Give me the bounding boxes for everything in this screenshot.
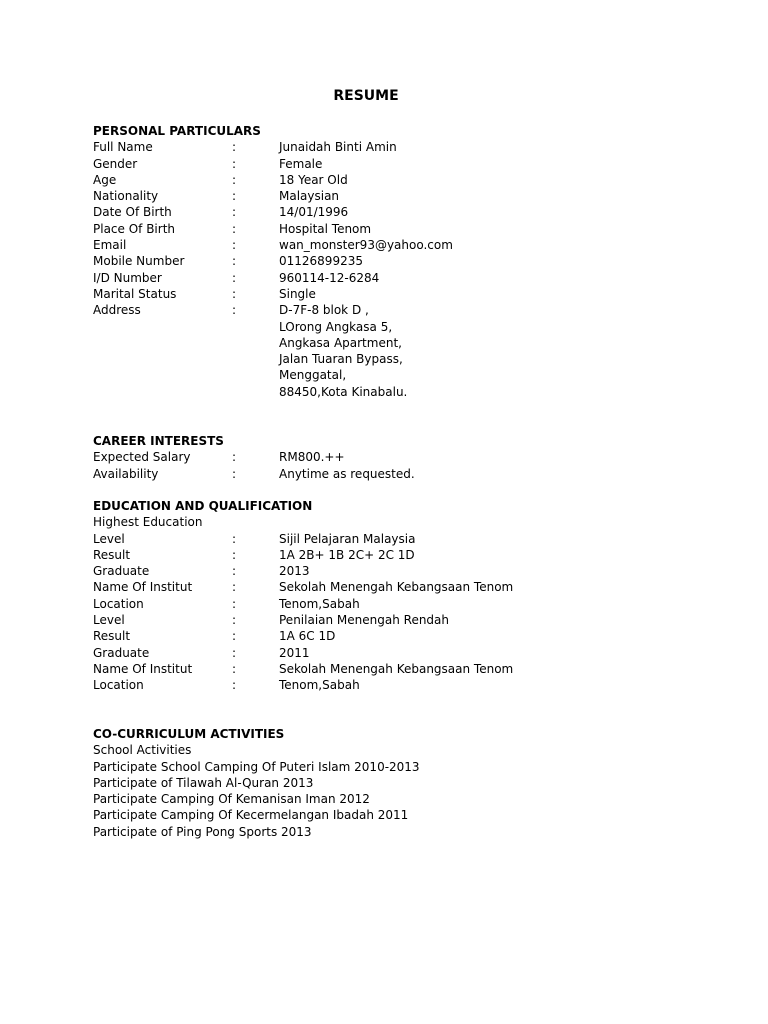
field-label: Date Of Birth [93,205,172,220]
field-row [93,188,733,204]
section-heading: EDUCATION AND QUALIFICATION [93,499,313,513]
field-value: Female [279,156,323,171]
section-subheading: School Activities [93,743,192,758]
personal-particulars-section [93,123,733,400]
field-row [93,596,733,612]
field-value: Hospital Tenom [279,221,372,236]
field-label: Location [93,678,144,693]
field-label: Address [93,303,141,318]
field-separator: : [232,189,237,204]
field-label: Nationality [93,189,159,204]
section-heading: CAREER INTERESTS [93,434,224,448]
field-separator: : [232,678,237,693]
field-value: Anytime as requested. [279,466,415,481]
field-separator: : [232,645,237,660]
field-value: Single [279,286,316,301]
field-row [93,612,733,628]
field-row [93,286,733,302]
field-row [93,531,733,547]
activity-item: Participate of Ping Pong Sports 2013 [93,824,312,839]
activity-item: Participate Camping Of Kemanisan Iman 2012 [93,792,370,807]
field-value: 14/01/1996 [279,205,349,220]
career-rows [93,449,733,482]
field-separator: : [232,613,237,628]
field-row [93,237,733,253]
field-separator: : [232,580,237,595]
career-interests-section [93,433,733,482]
field-value: Sijil Pelajaran Malaysia [279,531,416,546]
field-separator: : [232,629,237,644]
field-label: Location [93,596,144,611]
education-section [93,498,733,694]
section-subheading: Highest Education [93,515,203,530]
field-separator: : [232,270,237,285]
field-row [93,547,733,563]
field-value: 01126899235 [279,254,363,269]
field-row [93,628,733,644]
field-value: Tenom,Sabah [279,678,360,693]
field-label: Full Name [93,140,153,155]
field-label: I/D Number [93,270,162,285]
field-row [93,579,733,595]
section-heading: PERSONAL PARTICULARS [93,124,261,138]
field-separator: : [232,254,237,269]
field-value: 1A 2B+ 1B 2C+ 2C 1D [279,547,415,562]
field-value: 1A 6C 1D [279,629,336,644]
field-row [93,253,733,269]
field-row [93,139,733,155]
activity-item: Participate School Camping Of Puteri Islam 2010-2013 [93,759,420,774]
field-label: Place Of Birth [93,221,176,236]
address-line: 88450,Kota Kinabalu. [279,384,408,399]
field-label: Gender [93,156,138,171]
field-label: Result [93,629,131,644]
field-row [93,449,733,465]
field-row [93,661,733,677]
field-separator: : [232,661,237,676]
field-label: Mobile Number [93,254,185,269]
field-label: Graduate [93,564,150,579]
field-value: Sekolah Menengah Kebangsaan Tenom [279,580,514,595]
co-curriculum-section [93,726,733,840]
field-row [93,270,733,286]
activity-item: Participate Camping Of Kecermelangan Ibadah 2011 [93,808,409,823]
field-label: Level [93,531,125,546]
address-lines [93,319,733,400]
field-value: D-7F-8 blok D , [279,303,369,318]
field-value: RM800.++ [279,450,345,465]
field-row [93,221,733,237]
field-label: Graduate [93,645,150,660]
field-value: Sekolah Menengah Kebangsaan Tenom [279,661,514,676]
field-separator: : [232,450,237,465]
field-value: 18 Year Old [279,172,348,187]
field-label: Name Of Institut [93,580,193,595]
field-row [93,466,733,482]
field-separator: : [232,172,237,187]
field-value: Tenom,Sabah [279,596,360,611]
field-value: 2013 [279,564,310,579]
field-label: Expected Salary [93,450,191,465]
field-separator: : [232,156,237,171]
field-separator: : [232,547,237,562]
page-title: RESUME [333,88,399,104]
field-separator: : [232,303,237,318]
field-separator: : [232,286,237,301]
field-row [93,172,733,188]
field-value: Penilaian Menengah Rendah [279,613,450,628]
field-separator: : [232,564,237,579]
field-label: Result [93,547,131,562]
field-separator: : [232,531,237,546]
field-label: Level [93,613,125,628]
field-row [93,156,733,172]
field-separator: : [232,238,237,253]
field-row [93,563,733,579]
field-row [93,204,733,220]
field-value: wan_monster93@yahoo.com [279,238,453,253]
field-separator: : [232,466,237,481]
field-separator: : [232,140,237,155]
personal-rows [93,139,733,318]
field-value: Junaidah Binti Amin [279,140,397,155]
field-label: Name Of Institut [93,661,193,676]
field-value: Malaysian [279,189,340,204]
activity-list [93,759,733,840]
field-label: Age [93,172,117,187]
field-separator: : [232,596,237,611]
field-label: Email [93,238,127,253]
address-line: Menggatal, [279,368,347,383]
field-value: 960114-12-6284 [279,270,380,285]
education-rows [93,531,733,694]
address-line: Angkasa Apartment, [279,335,402,350]
field-separator: : [232,221,237,236]
field-label: Marital Status [93,286,177,301]
field-separator: : [232,205,237,220]
section-heading: CO-CURRICULUM ACTIVITIES [93,727,285,741]
field-value: 2011 [279,645,310,660]
activity-item: Participate of Tilawah Al-Quran 2013 [93,775,314,790]
field-label: Availability [93,466,159,481]
field-row [93,645,733,661]
field-row [93,677,733,693]
field-row [93,302,733,318]
address-line: LOrong Angkasa 5, [279,319,393,334]
address-line: Jalan Tuaran Bypass, [279,352,403,367]
